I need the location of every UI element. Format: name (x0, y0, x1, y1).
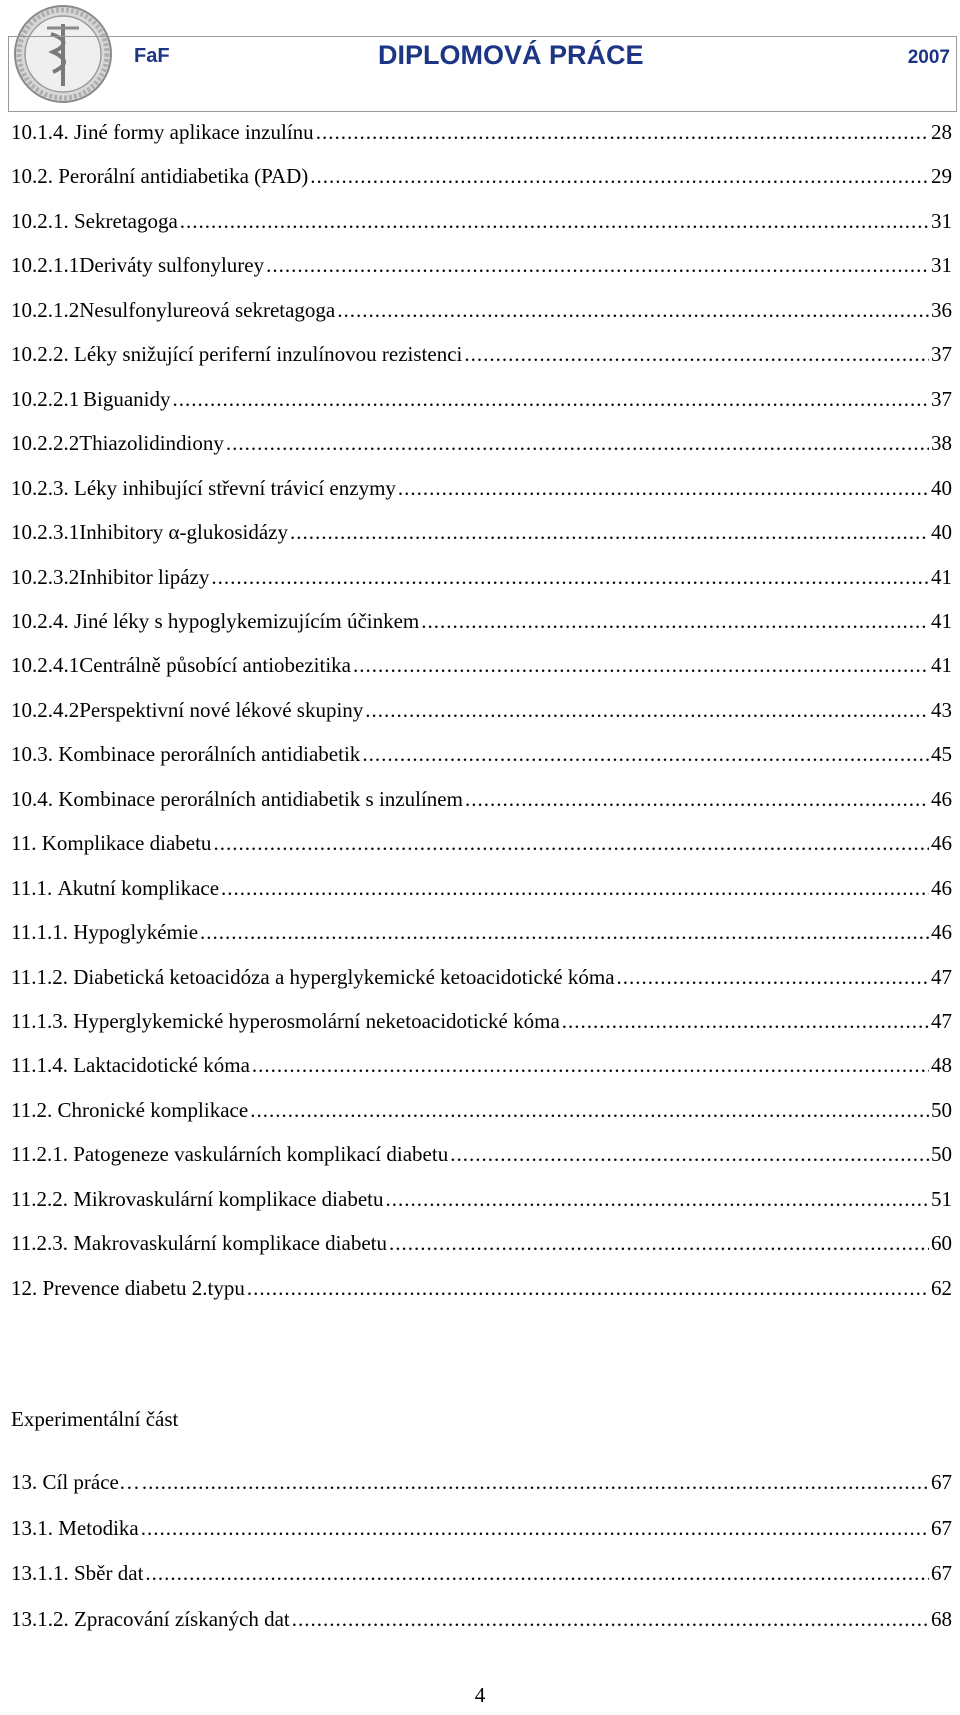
dot-leader (316, 120, 929, 145)
toc-entry-page: 40 (931, 475, 952, 500)
toc-entry-title: Chronické komplikace (57, 1097, 249, 1122)
toc-entry[interactable] (11, 164, 952, 192)
toc-entry-title: Makrovaskulární komplikace diabetu (73, 1231, 387, 1256)
dot-leader (337, 298, 929, 323)
toc-entry[interactable] (11, 831, 952, 859)
toc-entry-page: 51 (931, 1186, 952, 1211)
toc-entry[interactable] (11, 565, 952, 593)
toc-entry-page: 67 (931, 1470, 952, 1494)
dot-leader (172, 387, 929, 412)
dot-leader (389, 1231, 929, 1256)
dot-leader (221, 876, 929, 901)
toc-entry-number: 10.2.3. (11, 475, 69, 500)
toc-entry-title: Deriváty sulfonylurey (79, 253, 265, 278)
toc-entry-number: 10.2.3.1 (11, 520, 80, 545)
toc-entry[interactable] (11, 1470, 952, 1498)
toc-entry-number: 13. (11, 1470, 38, 1494)
dot-leader (141, 1516, 929, 1541)
dot-leader (362, 742, 929, 767)
toc-entry[interactable] (11, 387, 952, 415)
toc-entry-page: 41 (931, 608, 952, 633)
toc-entry[interactable] (11, 1607, 952, 1635)
toc-entry-number: 10.2.3.2 (11, 564, 80, 589)
toc-entry-page: 31 (931, 253, 952, 278)
toc-entry-page: 68 (931, 1606, 952, 1631)
toc-entry-page: 45 (931, 742, 952, 767)
dot-leader (252, 1053, 929, 1078)
toc-entry-number: 10.2.1.1 (11, 253, 80, 278)
toc-entry-page: 41 (931, 564, 952, 589)
toc-entry[interactable] (11, 698, 952, 726)
toc-entry-page: 46 (931, 875, 952, 900)
dot-leader (266, 253, 929, 278)
header-faculty: FaF (134, 45, 170, 67)
toc-entry[interactable] (11, 742, 952, 770)
toc-entry[interactable] (11, 1142, 952, 1170)
dot-leader (386, 1187, 930, 1212)
toc-entry[interactable] (11, 1276, 952, 1304)
toc-entry-page: 67 (931, 1561, 952, 1585)
toc-entry-number: 10.2.4.2 (11, 697, 80, 722)
toc-entry-title: Léky snižující periferní inzulínovou rezistenci (74, 342, 463, 367)
toc-entry-title: Jiné formy aplikace inzulínu (74, 120, 314, 144)
toc-entry[interactable] (11, 1516, 952, 1544)
toc-entry-number: 10.4. (11, 786, 53, 811)
toc-entry-title: Komplikace diabetu (41, 831, 212, 856)
toc-entry[interactable] (11, 1231, 952, 1259)
toc-entry-page: 36 (931, 297, 952, 322)
toc-entry-page: 43 (931, 697, 952, 722)
dot-leader (310, 164, 929, 189)
dot-leader (353, 653, 929, 678)
toc-entry-title: Laktacidotické kóma (73, 1053, 250, 1078)
toc-entry-number: 10.1.4. (11, 120, 69, 144)
toc-entry-number: 10.2. (11, 164, 53, 189)
toc-entry-title: Centrálně působící antiobezitika (79, 653, 351, 678)
toc-entry-title: Léky inhibující střevní trávicí enzymy (74, 475, 396, 500)
toc-entry-page: 46 (931, 831, 952, 856)
toc-entry[interactable] (11, 653, 952, 681)
dot-leader (464, 342, 929, 367)
dot-leader (450, 1142, 929, 1167)
toc-entry-page: 40 (931, 520, 952, 545)
toc-entry-page: 37 (931, 342, 952, 367)
header-title: DIPLOMOVÁ PRÁCE (378, 40, 644, 70)
toc-entry-number: 11.2.1. (11, 1142, 68, 1167)
toc-entry-number: 11.1.4. (11, 1053, 68, 1078)
toc-entry-number: 10.2.2.1 (11, 386, 80, 411)
toc-entry-page: 46 (931, 786, 952, 811)
section-heading: Experimentální část (11, 1407, 179, 1431)
toc-entry-page: 48 (931, 1053, 952, 1078)
toc-entry-title: Biguanidy (82, 386, 171, 411)
toc-entry-title: Kombinace perorálních antidiabetik (58, 742, 361, 767)
dot-leader (247, 1276, 929, 1301)
toc-entry-page: 50 (931, 1142, 952, 1167)
toc-entry-title: Hypoglykémie (73, 920, 199, 945)
toc-entry[interactable] (11, 120, 952, 148)
toc-entry[interactable] (11, 253, 952, 281)
toc-entry-page: 41 (931, 653, 952, 678)
toc-entry-number: 11. (11, 831, 37, 856)
toc-entry-page: 31 (931, 208, 952, 233)
toc-entry-page: 46 (931, 920, 952, 945)
toc-entry[interactable] (11, 876, 952, 904)
toc-entry-title: Akutní komplikace (57, 875, 220, 900)
toc-entry-title: Zpracování získaných dat (74, 1606, 290, 1631)
toc-entry-number: 11.2. (11, 1097, 53, 1122)
toc-entry[interactable] (11, 920, 952, 948)
dot-leader (213, 831, 929, 856)
toc-entry-page: 50 (931, 1097, 952, 1122)
header-year: 2007 (907, 47, 950, 68)
toc-entry-title: Kombinace perorálních antidiabetik s inzulínem (58, 786, 463, 811)
dot-leader (145, 1561, 929, 1586)
toc-entry-title: Patogeneze vaskulárních komplikací diabetu (73, 1142, 449, 1167)
toc-entry-number: 10.2.1. (11, 208, 69, 233)
toc-entry[interactable] (11, 1187, 952, 1215)
toc-entry-page: 62 (931, 1275, 952, 1300)
toc-entry-page: 28 (931, 120, 952, 144)
toc-entry-page: 47 (931, 1009, 952, 1033)
dot-leader (142, 1470, 929, 1495)
toc-entry-number: 13.1. (11, 1515, 53, 1540)
toc-entry-number: 11.1.3. (11, 1009, 68, 1033)
toc-entry[interactable] (11, 209, 952, 237)
toc-entry-number: 10.3. (11, 742, 53, 767)
toc-entry-number: 13.1.2. (11, 1606, 69, 1631)
toc-entry[interactable] (11, 342, 952, 370)
toc-entry-title: Sekretagoga (74, 208, 178, 233)
dot-leader (290, 520, 929, 545)
toc-entry-page: 29 (931, 164, 952, 189)
toc-entry-title: Inhibitory α-glukosidázy (79, 520, 288, 545)
toc-entry-title: Cíl práce… (42, 1470, 140, 1494)
toc-entry-number: 10.2.4. (11, 608, 69, 633)
toc-entry-title: Perorální antidiabetika (PAD) (58, 164, 309, 189)
toc-entry-title: Diabetická ketoacidóza a hyperglykemické ketoacidotické kóma (73, 964, 615, 989)
toc-entry[interactable] (11, 1053, 952, 1081)
dot-leader (465, 787, 929, 812)
toc-entry[interactable] (11, 520, 952, 548)
dot-leader (421, 609, 929, 634)
toc-entry-page: 37 (931, 386, 952, 411)
toc-entry-page: 60 (931, 1231, 952, 1256)
toc-entry[interactable] (11, 1098, 952, 1126)
dot-leader (180, 209, 929, 234)
toc-entry[interactable] (11, 476, 952, 504)
toc-entry-number: 10.2.2.2 (11, 431, 80, 456)
toc-entry-number: 10.2.1.2 (11, 297, 80, 322)
toc-entry-title: Inhibitor lipázy (79, 564, 210, 589)
dot-leader (398, 476, 929, 501)
toc-entry[interactable] (11, 965, 952, 993)
dot-leader (211, 565, 929, 590)
dot-leader (200, 920, 929, 945)
toc-entry-title: Hyperglykemické hyperosmolární neketoacidotické kóma (73, 1009, 560, 1033)
toc-entry-page: 67 (931, 1515, 952, 1540)
toc-entry-title: Sběr dat (74, 1561, 144, 1585)
toc-entry-number: 10.2.4.1 (11, 653, 80, 678)
toc-entry-title: Thiazolidindiony (79, 431, 224, 456)
toc-entry-number: 11.2.2. (11, 1186, 68, 1211)
toc-entry[interactable] (11, 298, 952, 326)
toc-entry[interactable] (11, 787, 952, 815)
toc-entry-title: Nesulfonylureová sekretagoga (79, 297, 336, 322)
toc-entry-title: Metodika (58, 1515, 139, 1540)
dot-leader (292, 1607, 929, 1632)
toc-entry-number: 11.1.2. (11, 964, 68, 989)
toc-entry-number: 11.1.1. (11, 920, 68, 945)
toc-entry[interactable] (11, 609, 952, 637)
dot-leader (250, 1098, 929, 1123)
toc-entry-page: 47 (931, 964, 952, 989)
toc-entry-number: 11.2.3. (11, 1231, 68, 1256)
dot-leader (617, 965, 929, 990)
toc-entry-number: 11.1. (11, 875, 53, 900)
toc-entry-page: 38 (931, 431, 952, 456)
toc-entry-number: 13.1.1. (11, 1561, 69, 1585)
toc-entry[interactable] (11, 1009, 952, 1037)
toc-entry-title: Mikrovaskulární komplikace diabetu (73, 1186, 384, 1211)
page-number: 4 (474, 1683, 486, 1707)
dot-leader (562, 1009, 929, 1034)
page-header (8, 2, 958, 112)
toc-entry-title: Jiné léky s hypoglykemizujícím účinkem (74, 608, 420, 633)
toc-entry[interactable] (11, 1561, 952, 1589)
dot-leader (365, 698, 929, 723)
toc-entry-title: Perspektivní nové lékové skupiny (79, 697, 364, 722)
toc-entry[interactable] (11, 431, 952, 459)
toc-entry-number: 10.2.2. (11, 342, 69, 367)
dot-leader (226, 431, 929, 456)
toc-entry-title: Prevence diabetu 2.typu (42, 1275, 245, 1300)
toc-entry-number: 12. (11, 1275, 38, 1300)
